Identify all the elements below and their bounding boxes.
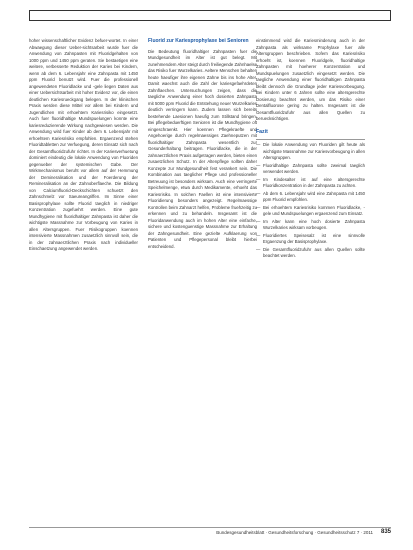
page-footer (29, 527, 391, 539)
body-paragraph: Die Bedeutung fluoridhaltiger Zahnpasten fuer die Mundgesundheit im Alter ist gut belegt. Mit zunehmendem Alter steigt durch freiliegende Zahnhaelse das Risiko fuer Wurzelkaries. Aeltere Menschen behalten heute haeufiger ihre eigenen Zahne bis ins hohe Alter. Damit waechst auch die Zahl der kariesgefaehrdeten Zahnflaechen. Untersuchungen zeigen, dass die taegliche Anwendung einer hoch dosierten Zahnpasta mit 5000 ppm Fluorid die Entstehung neuer Wurzelkaries deutlich verringern kann. Zudem lassen sich bereits bestehende Laesionen haeufig zum Stillstand bringen. Bei pflegebeduerftigen Senioren ist die Mundhygiene oft eingeschraenkt. Hier koennen Pflegekraefte und Angehoerige durch regelmaessiges Zaehneputzen mit fluoridhaltiger Zahnpasta wesentlich zur Gesunderhaltung beitragen. Fluoridlacke, die in der zahnaerztlichen Praxis aufgetragen werden, bieten einen zusaetzlichen Schutz. In der Altenpflege sollten daher Konzepte zur Mundgesundheit fest verankert sein. Die Kombination aus taeglicher Pflege und professioneller Betreuung ist besonders wirksam. Auch eine verringerte Speichelmenge, etwa durch Medikamente, erhoeht das Kariesrisiko. In solchen Faellen ist eine intensivierte Fluoridierung besonders angezeigt. Regelmaessige Kontrollen beim Zahnarzt helfen, Probleme fruehzeitig zu erkennen und zu behandeln. Insgesamt ist die Fluoridanwendung auch im hohen Alter eine einfache, sichere und kostenguenstige Massnahme zur Erhaltung der Zahngesundheit. Eine gezielte Aufklaerung von Patienten und Pflegepersonal bleibt hierbei entscheidend. (148, 48, 257, 249)
fazit-item: — Ab dem 6. Lebensjahr wird eine Zahnpasta mit 1450 ppm Fluorid empfohlen. (256, 191, 365, 204)
fazit-item: — Im Alter kann eine hoch dosierte Zahnpasta Wurzelkaries wirksam vorbeugen. (256, 219, 365, 232)
body-paragraph: hoher wissenschaftlicher Evidenz befuer-wortet. In einer Abwaegung dieser Ueber-sichtsarbeit wurde fuer die Anwendung von Zahnpasten mit Fluoridgehalten von 1000 ppm und 1450 ppm geraten. Sie bestaetigen eine weitere, verbesserte Reduktion der Karies bei Kindern, wenn ab dem 6. Lebensjahr eine Zahnpasta mit 1450 ppm Fluorid benutzt wird. Fuer die professionell angewendeten Fluoridlacke und -gele liegen Daten aus einer Uebersichtsarbeit mit hoher Evidenz vor, die einen deutlichen Kariesrueckgang belegen. In der klinischen Praxis werden diese Mittel vor allem bei Kindern und Jugendlichen mit erhoehtem Kariesrisiko eingesetzt. Auch fuer fluoridhaltige Mundspuelungen konnte eine kariesreduzierende Wirkung nachgewiesen werden. Die Anwendung wird fuer Kinder ab dem 6. Lebensjahr mit erhoehtem Kariesrisiko empfohlen. Ergaenzend stehen Fluoridtabletten zur Verfuegung, deren Einsatz sich nach der Gesamtfluoridzufuhr richtet. In der Kariesverhuetung dominiert eindeutig die lokale Anwendung von Fluoriden gegenueber der systemischen Gabe. Der Wirkmechanismus beruht vor allem auf der Hemmung der Demineralisation und der Foerderung der Remineralisation an der Zahnoberflaeche. Die Bildung von Calciumfluorid-Deckschichten schuetzt den Zahnschmelz vor Saeureangriffen. Im Sinne einer Basisprophylaxe sollte Fluorid taeglich in niedriger Konzentration zugefuehrt werden. Eine gute Mundhygiene mit fluoridhaltiger Zahnpasta ist daher die wichtigste Massnahme zur Vorbeugung von Karies in allen Altersgruppen. Fuer Risikogruppen koennen intensivierte Massnahmen zusaetzlich sinnvoll sein, die in der zahnaerztlichen Praxis nach individueller Einschaetzung angewendet werden. (29, 38, 138, 251)
section-heading: Fluorid zur Kariesprophylaxe bei Senioren (148, 38, 249, 44)
text-column-left (29, 38, 138, 253)
body-paragraph: einstimmend wird die Kariesminderung auch in der Zahnpasta als wirksame Prophylaxe fuer alle Altersgruppen beschrieben. Sofern das Kariesrisiko erhoeht ist, koennen Fluoridgele, fluoridhaltige Zahnpasten mit hoeherer Konzentration und Mundspuelungen zusaetzlich eingesetzt werden. Die taegliche Anwendung einer fluoridhaltigen Zahnpasta bleibt dennoch die Grundlage jeder Kariesvorbeugung. Bei Kindern unter 6 Jahren sollte eine altersgerechte Dosierung beachtet werden, um das Risiko einer Dentalfluorose gering zu halten. Insgesamt ist die Gesamtfluoridzufuhr aus allen Quellen zu beruecksichtigen. (256, 38, 365, 121)
fazit-item: — Fluoridiertes Speisesalz ist eine sinnvolle Ergaenzung der Basisprophylaxe. (256, 233, 365, 246)
fazit-item: — Die Gesamtfluoridzufuhr aus allen Quellen sollte beachtet werden. (256, 247, 365, 260)
header-box (29, 10, 391, 21)
fazit-list (256, 142, 365, 260)
text-column-right (256, 38, 365, 261)
fazit-item: — Die lokale Anwendung von Fluoriden gilt heute als wichtigste Massnahme zur Kariesvorbeugung in allen Altersgruppen. (256, 142, 365, 162)
page-number: 835 (380, 529, 391, 535)
fazit-item: — Im Kindesalter ist auf eine altersgerechte Fluoridkonzentration in der Zahnpasta zu achten. (256, 177, 365, 190)
divider (29, 527, 391, 528)
divider (256, 139, 365, 140)
fazit-item: — Fluoridhaltige Zahnpasta sollte zweimal taeglich verwendet werden. (256, 163, 365, 176)
text-column-middle (148, 38, 257, 250)
journal-citation: Bundesgesundheitsblatt · Gesundheitsforschung · Gesundheitsschutz 7 · 2011 (216, 530, 373, 535)
fazit-item: — Bei erhoehtem Kariesrisiko kommen Fluoridlacke, -gele und Mundspuelungen ergaenzend zum Einsatz. (256, 205, 365, 218)
fazit-heading: Fazit (256, 128, 268, 135)
